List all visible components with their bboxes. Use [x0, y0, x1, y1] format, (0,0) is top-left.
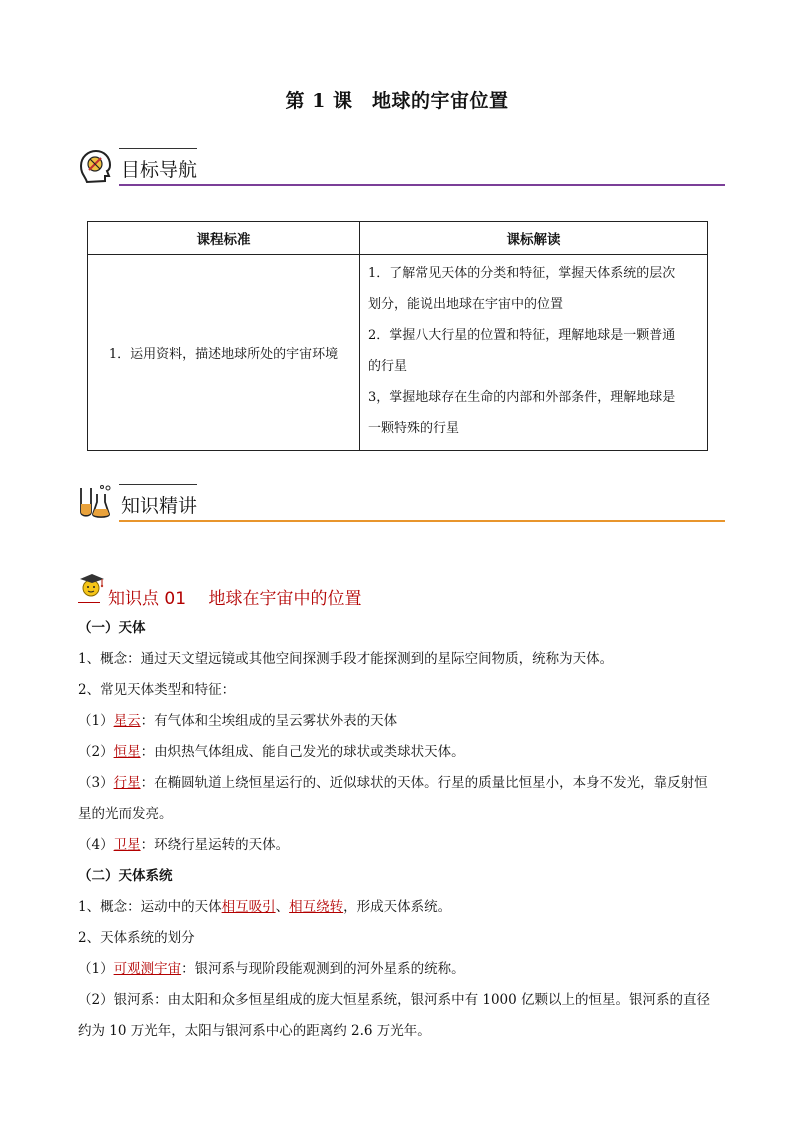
item-number: （2） — [78, 744, 114, 760]
paragraph: 2、常见天体类型和特征： — [78, 682, 236, 698]
interpretation-line: 3，掌握地球存在生命的内部和外部条件，理解地球是 — [368, 390, 676, 405]
content-body — [78, 613, 720, 1047]
key-term: 行星 — [113, 775, 141, 791]
table-header-standard: 课程标准 — [88, 222, 360, 255]
section-underline — [119, 184, 725, 186]
item-description: ：由炽热气体组成、能自己发光的球状或类球状天体。 — [140, 744, 465, 760]
list-item: （2）银河系：由太阳和众多恒星组成的庞大恒星系统，银河系中有 1000 亿颗以上的恒星。银河系的直径约为 10 万光年，太阳与银河系中心的距离约 2.6 万光年。 — [78, 992, 711, 1039]
lab-flask-icon — [75, 482, 115, 522]
section-header-goals — [75, 146, 725, 190]
list-item — [78, 706, 720, 737]
key-term: 相互吸引 — [221, 899, 276, 915]
knowledge-point-label: 知识点 01 地球在宇宙中的位置 — [108, 589, 362, 609]
key-term: 恒星 — [113, 744, 141, 760]
item-description: ：环绕行星运转的天体。 — [140, 837, 290, 853]
interpretation-line: 的行星 — [368, 359, 408, 374]
knowledge-point-underline — [78, 602, 100, 603]
item-number: （1） — [78, 961, 114, 977]
section-heading: 知识精讲 — [121, 495, 198, 517]
paragraph — [78, 892, 720, 923]
list-item — [78, 768, 720, 830]
section-top-rule — [119, 148, 197, 149]
table-cell-standard: 1．运用资料，描述地球所处的宇宙环境 — [88, 255, 360, 451]
interpretation-line: 1．了解常见天体的分类和特征，掌握天体系统的层次 — [368, 266, 676, 281]
item-number: （4） — [78, 837, 114, 853]
head-compass-icon — [75, 146, 115, 186]
section-heading: 目标导航 — [121, 159, 198, 181]
key-term: 可观测宇宙 — [113, 961, 182, 977]
subheading: （一）天体 — [78, 620, 146, 636]
interpretation-line: 一颗特殊的行星 — [368, 421, 460, 436]
table-header-row — [88, 222, 708, 255]
page-title: 第 1 课 地球的宇宙位置 — [285, 90, 509, 112]
interpretation-line: 划分，能说出地球在宇宙中的位置 — [368, 297, 564, 312]
text-run: ，形成天体系统。 — [343, 899, 452, 915]
table-header-interpretation: 课标解读 — [360, 222, 708, 255]
paragraph: 2、天体系统的划分 — [78, 930, 195, 946]
knowledge-point-heading — [78, 570, 578, 610]
interpretation-line: 2．掌握八大行星的位置和特征，理解地球是一颗普通 — [368, 328, 676, 343]
standards-table — [87, 221, 708, 451]
item-description: ：在椭圆轨道上绕恒星运行的、近似球状的天体。行星的质量比恒星小，本身不发光，靠反射恒星的光而发亮。 — [78, 775, 708, 822]
item-number: （3） — [78, 775, 114, 791]
key-term: 相互绕转 — [289, 899, 344, 915]
paragraph: 1、概念：通过天文望远镜或其他空间探测手段才能探测到的星际空间物质，统称为天体。 — [78, 651, 614, 667]
list-item — [78, 954, 720, 985]
list-item — [78, 830, 720, 861]
text-run: 、 — [275, 899, 290, 915]
section-underline — [119, 520, 725, 522]
table-row — [88, 255, 708, 451]
key-term: 卫星 — [113, 837, 141, 853]
item-description: ：有气体和尘埃组成的呈云雾状外表的天体 — [140, 713, 398, 729]
graduate-cap-icon — [78, 570, 108, 604]
key-term: 星云 — [113, 713, 141, 729]
table-cell-interpretation — [360, 255, 708, 451]
list-item — [78, 737, 720, 768]
text-run: 1、概念：运动中的天体 — [78, 899, 222, 915]
section-header-knowledge — [75, 482, 725, 526]
section-top-rule — [119, 484, 197, 485]
subheading: （二）天体系统 — [78, 868, 173, 884]
item-number: （1） — [78, 713, 114, 729]
item-description: ：银河系与现阶段能观测到的河外星系的统称。 — [181, 961, 465, 977]
